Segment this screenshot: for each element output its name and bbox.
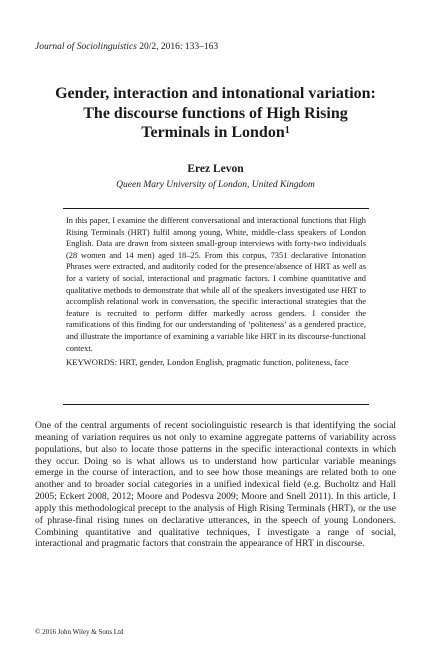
copyright-notice: © 2016 John Wiley & Sons Ltd — [35, 628, 124, 636]
author-affiliation: Queen Mary University of London, United Kingdom — [116, 180, 315, 190]
keywords: KEYWORDS: HRT, gender, London English, pragmatic function, politeness, face — [66, 357, 349, 367]
article-title: Gender, interaction and intonational variation: The discourse functions of High Rising Terminals in London — [55, 85, 376, 141]
abstract-box — [63, 208, 369, 405]
journal-name: Journal of Sociolinguistics — [35, 42, 137, 52]
footnote-mark[interactable]: 1 — [284, 125, 290, 136]
article-title-block — [52, 84, 379, 143]
body-paragraph: One of the central arguments of recent sociolinguistic research is that identifying the social meaning of variation requires us not only to examine aggregate patterns of variability across populations, but also to locate those patterns in the specific interactional contexts in which they occur. Doing so is what allows us to understand how particular variable meanings emerge in the course of interaction, and to see how those meanings are related both to one another and to broader social categories in a unified indexical field (e.g. Bucholtz and Hall 2005; Eckert 2008, 2012; Moore and Podesva 2009; Moore and Snell 2011). In this article, I apply this methodological precept to the analysis of High Rising Terminals (HRT), or the use of phrase-final rising tunes on declarative utterances, in the speech of young Londoners. Combining quantitative and qualitative techniques, I investigate a range of social, interactional and pragmatic factors that constrain the appearance of HRT in discourse. — [35, 420, 396, 550]
author-name: Erez Levon — [187, 163, 244, 175]
abstract-text: In this paper, I examine the different conversational and interactional functions that High Rising Terminals (HRT) fulfil among young, White, middle-class speakers of London English. Data are drawn from sixteen small-group interviews with forty-two individuals (28 women and 14 men) aged 18–25. From this corpus, 7351 declarative Intonation Phrases were extracted, and auditorily coded for the presence/absence of HRT as well as for a variety of social, interactional and pragmatic factors. I combine quantitative and qualitative methods to demonstrate that while all of the speakers investigated use HRT to accomplish relational work in conversation, the specific interactional strategies that the feature is recruited to perform differ markedly across genders. I consider the ramifications of this finding for our understanding of ‘politeness’ as a gendered practice, and illustrate the importance of examining a variable like HRT in its discourse-functional context. — [66, 216, 366, 353]
journal-citation — [35, 42, 218, 52]
issue-pages: 20/2, 2016: 133–163 — [139, 42, 219, 52]
